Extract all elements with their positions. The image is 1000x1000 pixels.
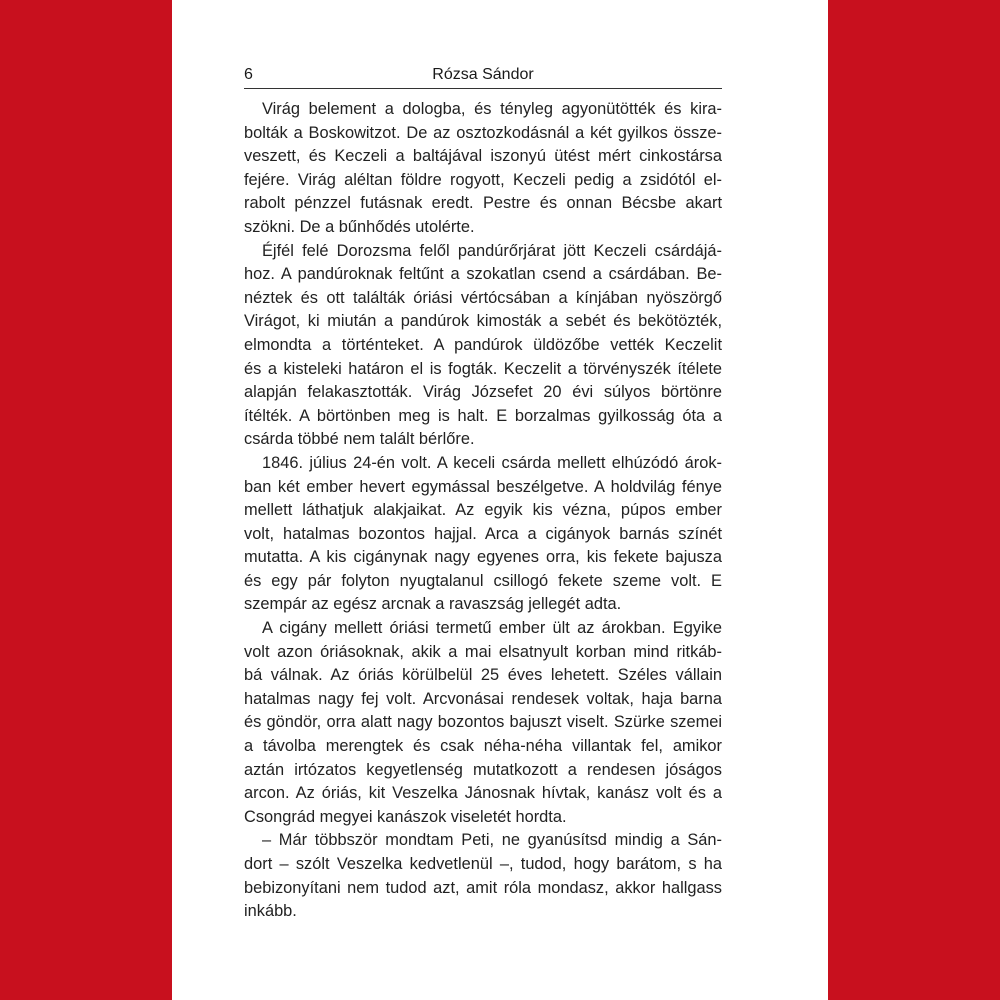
text-line: elmondta a történteket. A pandúrok üldözőbe vették Keczelit bbox=[244, 335, 722, 354]
text-line: volt azon óriásoknak, akik a mai elsatnyult korban mind ritkáb- bbox=[244, 642, 722, 661]
book-page bbox=[172, 0, 828, 1000]
text-line: ítélték. A börtönben meg is halt. E borzalmas gyilkosság óta a bbox=[244, 406, 722, 425]
body-text bbox=[244, 98, 722, 924]
text-line: Csongrád megyei kanászok viseletét hordta. bbox=[244, 807, 567, 826]
text-line: szökni. De a bűnhődés utolérte. bbox=[244, 217, 475, 236]
text-line: veszett, és Keczeli a baltájával iszonyú ütést mért cinkostársa bbox=[244, 147, 722, 166]
text-line: és göndör, orra alatt nagy bozontos bajuszt viselt. Szürke szemei bbox=[244, 713, 722, 732]
text-line: – Már többször mondtam Peti, ne gyanúsítsd mindig a Sán- bbox=[262, 831, 722, 850]
paragraph bbox=[244, 98, 722, 240]
text-line: bá válnak. Az óriás körülbelül 25 éves lehetett. Széles vállain bbox=[244, 666, 722, 685]
text-line: a távolba merengtek és csak néha-néha villantak fel, amikor bbox=[244, 737, 722, 756]
paragraph bbox=[244, 829, 722, 923]
text-line: Éjfél felé Dorozsma felől pandúrőrjárat jött Keczeli csárdájá- bbox=[262, 241, 722, 260]
text-line: bolták a Boskowitzot. De az osztozkodásnál a két gyilkos össze- bbox=[244, 123, 722, 142]
text-line: és a kisteleki határon el is fogták. Keczelit a törvényszék ítélete bbox=[244, 359, 722, 378]
text-line: 1846. július 24-én volt. A keceli csárda mellett elhúzódó árok- bbox=[262, 453, 722, 472]
text-line: rabolt pénzzel futásnak eredt. Pestre és onnan Bécsbe akart bbox=[244, 194, 722, 213]
text-line: Virág belement a dologba, és tényleg agyonütötték és kira- bbox=[262, 100, 722, 118]
running-title: Rózsa Sándor bbox=[432, 66, 534, 83]
text-line: aztán irtózatos kegyetlenség mutatkozott a rendesen jóságos bbox=[244, 760, 722, 779]
text-line: ban két ember hevert egymással beszélgetve. A holdvilág fénye bbox=[244, 477, 722, 496]
paragraph bbox=[244, 452, 722, 617]
text-line: arcon. Az óriás, kit Veszelka Jánosnak hívtak, kanász volt és a bbox=[244, 784, 722, 803]
text-line: volt, hatalmas bozontos hajjal. Arca a cigányok barnás színét bbox=[244, 524, 722, 543]
header-rule bbox=[244, 88, 722, 89]
text-line: csárda többé nem talált bérlőre. bbox=[244, 430, 475, 449]
paragraph bbox=[244, 617, 722, 829]
text-line: hoz. A pandúroknak feltűnt a szokatlan csend a csárdában. Be- bbox=[244, 265, 722, 284]
text-line: bebizonyítani nem tudod azt, amit róla mondasz, akkor hallgass bbox=[244, 878, 722, 897]
text-line: alapján felakasztották. Virág Józsefet 20 évi súlyos börtönre bbox=[244, 383, 722, 402]
text-line: szempár az egész arcnak a ravaszság jellegét adta. bbox=[244, 595, 622, 614]
text-line: fejére. Virág aléltan földre rogyott, Keczeli pedig a zsidótól el- bbox=[244, 170, 722, 189]
text-line: mellett láthatjuk alakjaikat. Az egyik kis vézna, púpos ember bbox=[244, 501, 722, 520]
text-line: hatalmas nagy fej volt. Arcvonásai rendesek voltak, haja barna bbox=[244, 689, 722, 708]
text-line: és egy pár folyton nyugtalanul csillogó fekete szeme volt. E bbox=[244, 571, 722, 590]
text-line: A cigány mellett óriási termetű ember ült az árokban. Egyike bbox=[262, 619, 722, 638]
text-line: mutatta. A kis cigánynak nagy egyenes orra, kis fekete bajusza bbox=[244, 548, 722, 567]
text-line: Virágot, ki miután a pandúrok kimosták a sebét és bekötözték, bbox=[244, 312, 722, 331]
text-line: néztek és ott találták óriási vértócsában a kínjában nyöszörgő bbox=[244, 288, 722, 307]
page-number: 6 bbox=[244, 66, 253, 83]
text-line: inkább. bbox=[244, 902, 297, 921]
paragraph bbox=[244, 240, 722, 452]
text-line: dort – szólt Veszelka kedvetlenül –, tudod, hogy barátom, s ha bbox=[244, 855, 722, 873]
